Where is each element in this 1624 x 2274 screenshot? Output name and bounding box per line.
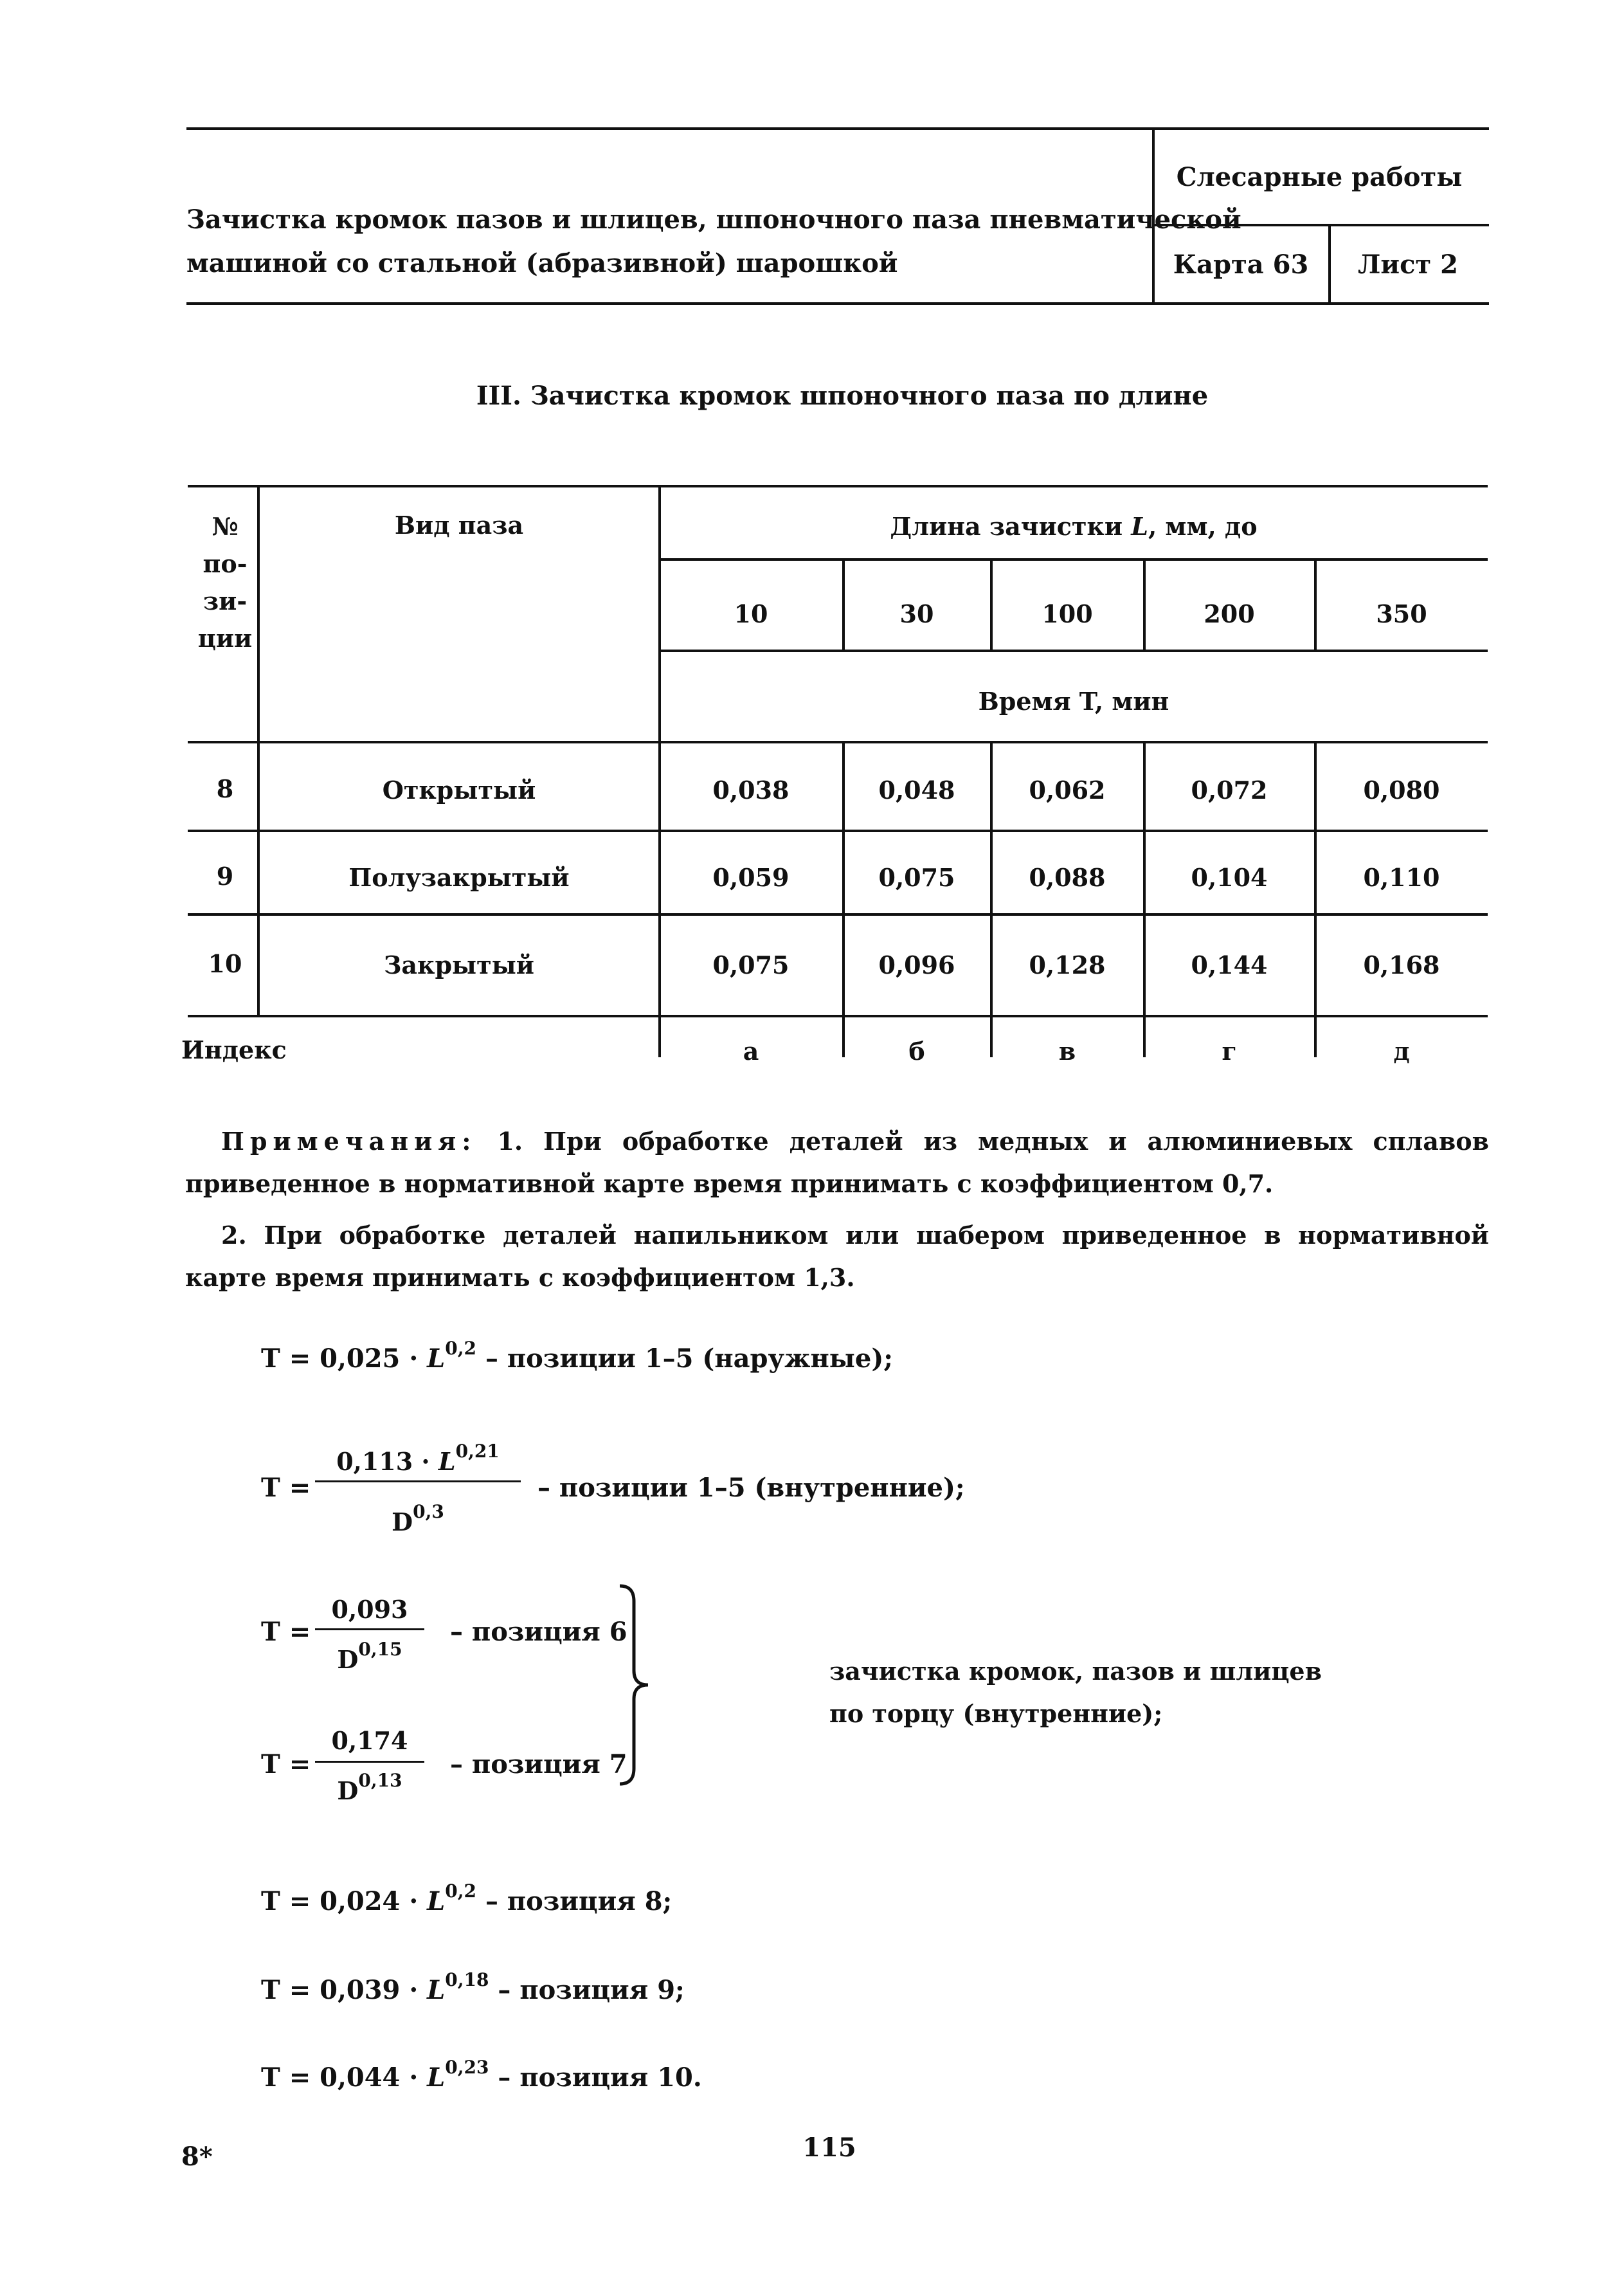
- table-col-2-divider: [990, 558, 993, 651]
- formula-f2-denominator: D$^{0,3}$: [392, 1501, 444, 1536]
- row-position: 10: [208, 949, 242, 978]
- formula-f3-denominator: D$^{0,15}$: [337, 1639, 402, 1674]
- formula-f3-description: – позиция 6: [450, 1617, 627, 1647]
- sheet-number: Лист 2: [1358, 250, 1458, 280]
- table-col-1-divider: [842, 741, 845, 1057]
- col-header-time: Время T, мин: [978, 687, 1169, 716]
- table-cell: 0,104: [1191, 863, 1268, 892]
- table-col-4-divider: [1314, 558, 1317, 651]
- header-bottom-rule: [186, 302, 1489, 305]
- table-col-3-divider: [1143, 558, 1146, 651]
- table-cell: 0,110: [1363, 863, 1440, 892]
- formula-f2-numerator: 0,113 · L$^{0,21}$: [336, 1441, 500, 1476]
- length-value: 30: [899, 599, 934, 628]
- table-row8-rule: [188, 830, 1488, 832]
- formula-f2-lhs: T =: [261, 1473, 311, 1503]
- table-cell: 0,168: [1363, 951, 1440, 979]
- header-card-divider: [1328, 224, 1331, 304]
- table-cell: 0,075: [712, 951, 789, 979]
- table-cell: 0,088: [1029, 863, 1106, 892]
- table-length-rule: [660, 558, 1488, 561]
- length-value: 200: [1204, 599, 1255, 628]
- table-cell: 0,144: [1191, 951, 1268, 979]
- index-letter: а: [743, 1037, 759, 1066]
- brace-description: зачистка кромок, пазов и шлицев по торцу (внутренние);: [829, 1657, 1322, 1728]
- length-value: 10: [734, 599, 768, 628]
- document-title-line2: машиной со стальной (абразивной) шарошкой: [186, 248, 898, 278]
- index-letter: г: [1222, 1037, 1237, 1066]
- table-cell: 0,128: [1029, 951, 1106, 979]
- table-col-3-divider: [1143, 741, 1146, 1057]
- table-cell: 0,080: [1363, 776, 1440, 805]
- row-groove-type: Закрытый: [384, 951, 534, 979]
- table-row9-rule: [188, 913, 1488, 916]
- signature-mark: 8*: [181, 2142, 213, 2172]
- table-col-type-divider: [658, 485, 661, 1057]
- formula-position-8: T = 0,024 · L$^{0,2}$ – позиция 8;: [261, 1880, 672, 1916]
- formula-f3-bar: [315, 1628, 424, 1630]
- length-value: 350: [1376, 599, 1427, 628]
- note-2: 2. При обработке деталей напильником или шабером приведенное в нормативной карте время принимать с коэффициентом 1,3.: [185, 1221, 1489, 1292]
- table-cell: 0,075: [878, 863, 955, 892]
- formula-f3-lhs: T =: [261, 1617, 311, 1647]
- section-title: III. Зачистка кромок шпоночного паза по длине: [476, 381, 1209, 411]
- index-label: Индекс: [181, 1035, 287, 1064]
- table-bottom-rule: [188, 1015, 1488, 1017]
- formula-f4-numerator: 0,174: [331, 1726, 408, 1755]
- formula-position-10: T = 0,044 · L$^{0,23}$ – позиция 10.: [261, 2057, 702, 2093]
- table-col-2-divider: [990, 741, 993, 1057]
- formula-f2-description: – позиции 1–5 (внутренние);: [537, 1473, 965, 1503]
- table-cell: 0,072: [1191, 776, 1268, 805]
- table-col-1-divider: [842, 558, 845, 651]
- table-cell: 0,096: [878, 951, 955, 979]
- curly-brace-icon: [615, 1582, 653, 1788]
- table-cell: 0,048: [878, 776, 955, 805]
- notes-label: Примечания:: [221, 1127, 477, 1156]
- length-value: 100: [1042, 599, 1093, 628]
- table-cell: 0,038: [712, 776, 789, 805]
- col-header-groove-type: Вид паза: [394, 511, 524, 540]
- formula-f4-description: – позиция 7: [450, 1749, 627, 1779]
- header-top-rule: [186, 127, 1489, 130]
- row-groove-type: Полузакрытый: [348, 863, 570, 892]
- row-position: 9: [216, 862, 234, 891]
- document-title-line1: Зачистка кромок пазов и шлицев, шпоночного паза пневматической: [186, 205, 1241, 235]
- row-groove-type: Открытый: [382, 776, 536, 805]
- table-col-4-divider: [1314, 741, 1317, 1057]
- formula-f4-bar: [315, 1761, 424, 1763]
- formula-position-9: T = 0,039 · L$^{0,18}$ – позиция 9;: [261, 1969, 685, 2005]
- formula-positions-1-5-outer: T = 0,025 · L$^{0,2}$ – позиции 1–5 (наружные);: [261, 1338, 894, 1374]
- col-header-position: № по- зи- ции: [197, 512, 253, 653]
- table-cell: 0,062: [1029, 776, 1106, 805]
- index-letter: д: [1393, 1037, 1410, 1066]
- table-cell: 0,059: [712, 863, 789, 892]
- table-top-rule: [188, 485, 1488, 487]
- table-header-rule: [188, 741, 1488, 743]
- note-1: Примечания: 1. При обработке деталей из медных и алюминиевых сплавов приведенное в нормативной карте время принимать с коэффициентом 0,7.: [185, 1127, 1489, 1198]
- table-lengths-rule: [660, 650, 1488, 652]
- formula-f3-numerator: 0,093: [331, 1595, 408, 1624]
- formula-f2-bar: [315, 1480, 521, 1482]
- page-number: 115: [802, 2133, 856, 2163]
- formula-f4-lhs: T =: [261, 1749, 311, 1779]
- work-category: Слесарные работы: [1176, 162, 1463, 192]
- row-position: 8: [216, 774, 234, 803]
- index-letter: в: [1058, 1037, 1076, 1066]
- table-col-pos-divider: [257, 485, 260, 1016]
- card-number: Карта 63: [1173, 250, 1309, 280]
- index-letter: б: [908, 1037, 925, 1066]
- col-header-length: Длина зачистки L, мм, до: [890, 512, 1258, 541]
- formula-f4-denominator: D$^{0,13}$: [337, 1770, 402, 1805]
